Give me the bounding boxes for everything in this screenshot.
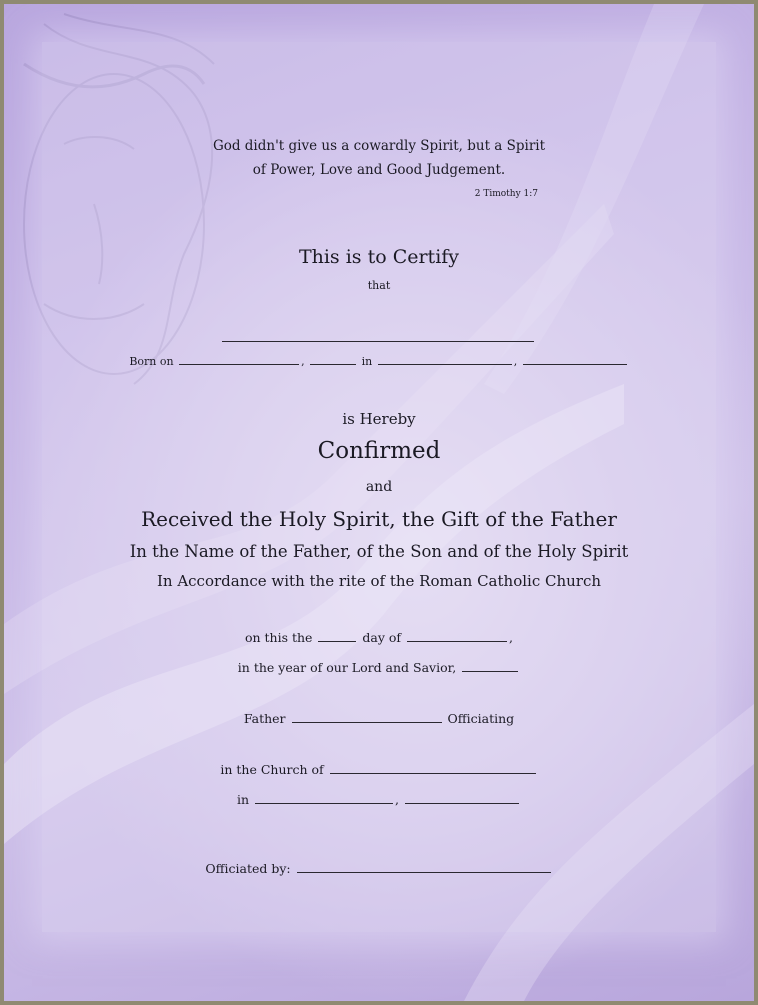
officiating-label: Officiating [447,711,515,726]
church-state-field[interactable] [405,802,519,804]
church-row [4,762,754,777]
certify-that: that [367,279,391,292]
born-comma-1: , [301,355,305,368]
and-text: and [365,479,393,495]
day-of-label: day of [362,630,402,645]
confirmed-heading: Confirmed [317,438,441,464]
year-label: in the year of our Lord and Savior, [237,660,457,675]
officiated-by-label: Officiated by: [205,861,291,876]
verse-line-1: God didn't give us a cowardly Spirit, but a Spirit [212,138,546,154]
church-location-row [4,792,754,807]
church-in-label: in [236,792,250,807]
father-name-field[interactable] [292,721,442,723]
birth-state-field[interactable] [523,363,627,365]
father-row [4,711,754,726]
on-this-the-label: on this the [244,630,313,645]
year-row [4,660,754,675]
verse-line-2: of Power, Love and Good Judgement. [252,162,506,178]
birth-date-field[interactable] [179,363,299,365]
hereby-text: is Hereby [342,410,416,428]
birth-year-field[interactable] [310,363,356,365]
born-in-label: in [361,355,373,368]
officiant-field[interactable] [297,871,551,873]
birth-city-field[interactable] [378,363,512,365]
received-text: Received the Holy Spirit, the Gift of the Father [141,507,617,531]
born-label: Born on [129,355,174,368]
certificate-paper [4,4,754,1001]
born-comma-2: , [513,355,518,368]
rite-text: In Accordance with the rite of the Roman Catholic Church [156,572,602,590]
date-comma: , [509,630,514,645]
church-label: in the Church of [220,762,324,777]
month-field[interactable] [407,640,507,642]
day-field[interactable] [318,640,356,642]
year-field[interactable] [462,670,518,672]
officiated-by-row [4,861,754,876]
church-name-field[interactable] [330,772,536,774]
church-comma: , [395,792,400,807]
father-label: Father [243,711,286,726]
born-row [4,355,754,368]
date-row [4,630,754,645]
certify-heading: This is to Certify [298,246,460,268]
trinity-text: In the Name of the Father, of the Son and of the Holy Spirit [129,542,629,561]
verse-reference: 2 Timothy 1:7 [474,189,538,199]
name-field[interactable] [222,341,534,342]
church-city-field[interactable] [255,802,393,804]
